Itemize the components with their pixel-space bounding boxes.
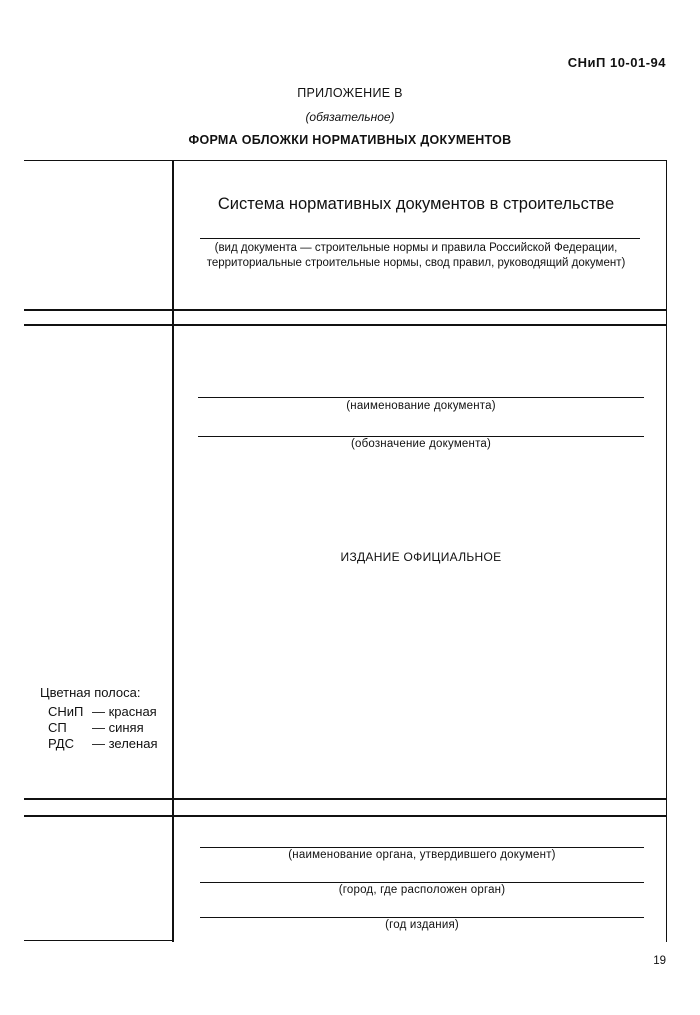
approver-caption: (наименование органа, утвердившего документ): [288, 849, 556, 861]
year-caption: (год издания): [385, 919, 459, 931]
form-title: ФОРМА ОБЛОЖКИ НОРМАТИВНЫХ ДОКУМЕНТОВ: [188, 133, 512, 147]
city-caption: (город, где расположен орган): [338, 884, 506, 896]
page-number: 19: [653, 955, 666, 967]
legend-item: СНиП — красная: [48, 704, 157, 719]
appendix-status: (обязательное): [305, 110, 395, 124]
document-code: СНиП 10-01-94: [567, 55, 666, 70]
legend-title: Цветная полоса:: [40, 685, 141, 700]
system-title: Система нормативных документов в строительстве: [217, 195, 615, 213]
doc-name-caption: (наименование документа): [346, 400, 496, 412]
legend-item: РДС — зеленая: [48, 736, 158, 751]
doc-designation-caption: (обозначение документа): [350, 438, 492, 450]
doc-kind-caption: (вид документа — строительные нормы и правила Российской Федерации, территориальные строительные нормы, свод правил, руководящий документ): [206, 242, 626, 269]
appendix-title: ПРИЛОЖЕНИЕ В: [297, 86, 403, 100]
legend-item: СП — синяя: [48, 720, 144, 735]
official-edition-label: ИЗДАНИЕ ОФИЦИАЛЬНОЕ: [340, 550, 502, 564]
color-stripe-legend: [40, 685, 158, 752]
